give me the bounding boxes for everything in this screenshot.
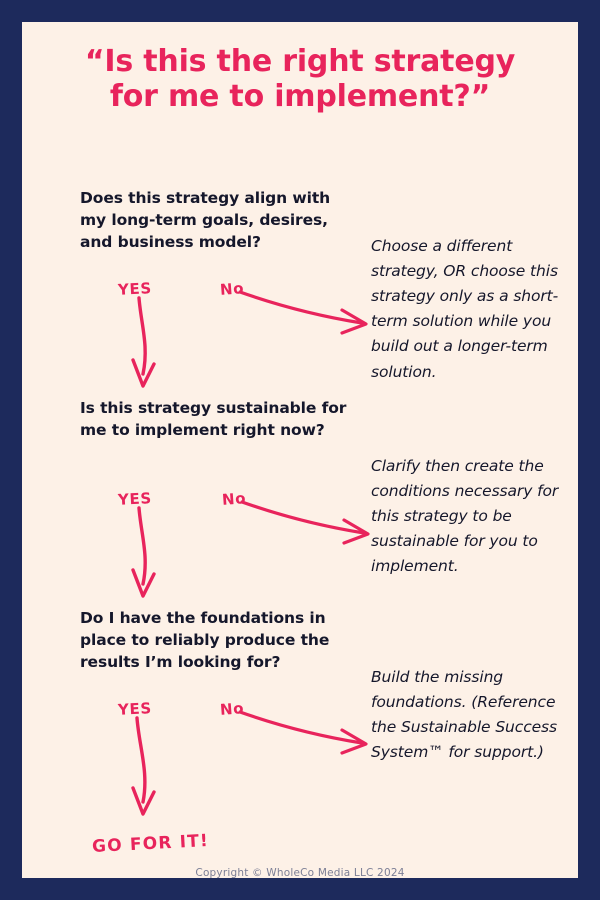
no-arrow-2-icon (238, 498, 378, 548)
final-outcome-label: GO FOR IT! (91, 830, 210, 858)
no-label-2: No (221, 489, 247, 509)
no-arrow-1-icon (236, 288, 376, 338)
question-1: Does this strategy align with my long-term goals, desires, and business model? (80, 189, 331, 251)
no-arrow-3-icon (236, 708, 376, 758)
yes-arrow-3-icon (117, 714, 177, 829)
yes-label-1: YES (117, 279, 153, 299)
question-2: Is this strategy sustainable for me to implement right now? (80, 399, 347, 439)
answer-2: Clarify then create the conditions necessary for this strategy to be sustainable for you to implement. (371, 457, 559, 576)
no-label-3: No (219, 699, 245, 719)
copyright-text: Copyright © WholeCo Media LLC 2024 (195, 867, 405, 878)
yes-label-2: YES (117, 489, 153, 509)
poster-canvas (22, 22, 578, 878)
no-label-1: No (219, 279, 245, 299)
answer-3: Build the missing foundations. (Reference the Sustainable Success System™ for support.) (371, 668, 558, 762)
title-line-1: “Is this the right strategy (84, 44, 516, 79)
title-line-2: for me to implement?” (109, 79, 491, 115)
yes-arrow-2-icon (117, 504, 177, 609)
page-title (22, 44, 578, 115)
question-3: Do I have the foundations in place to reliably produce the results I’m looking for? (80, 609, 330, 671)
yes-label-3: YES (117, 699, 153, 719)
answer-1: Choose a different strategy, OR choose this strategy only as a short-term solution while you build out a longer-term solution. (371, 237, 559, 381)
yes-arrow-1-icon (117, 294, 177, 399)
